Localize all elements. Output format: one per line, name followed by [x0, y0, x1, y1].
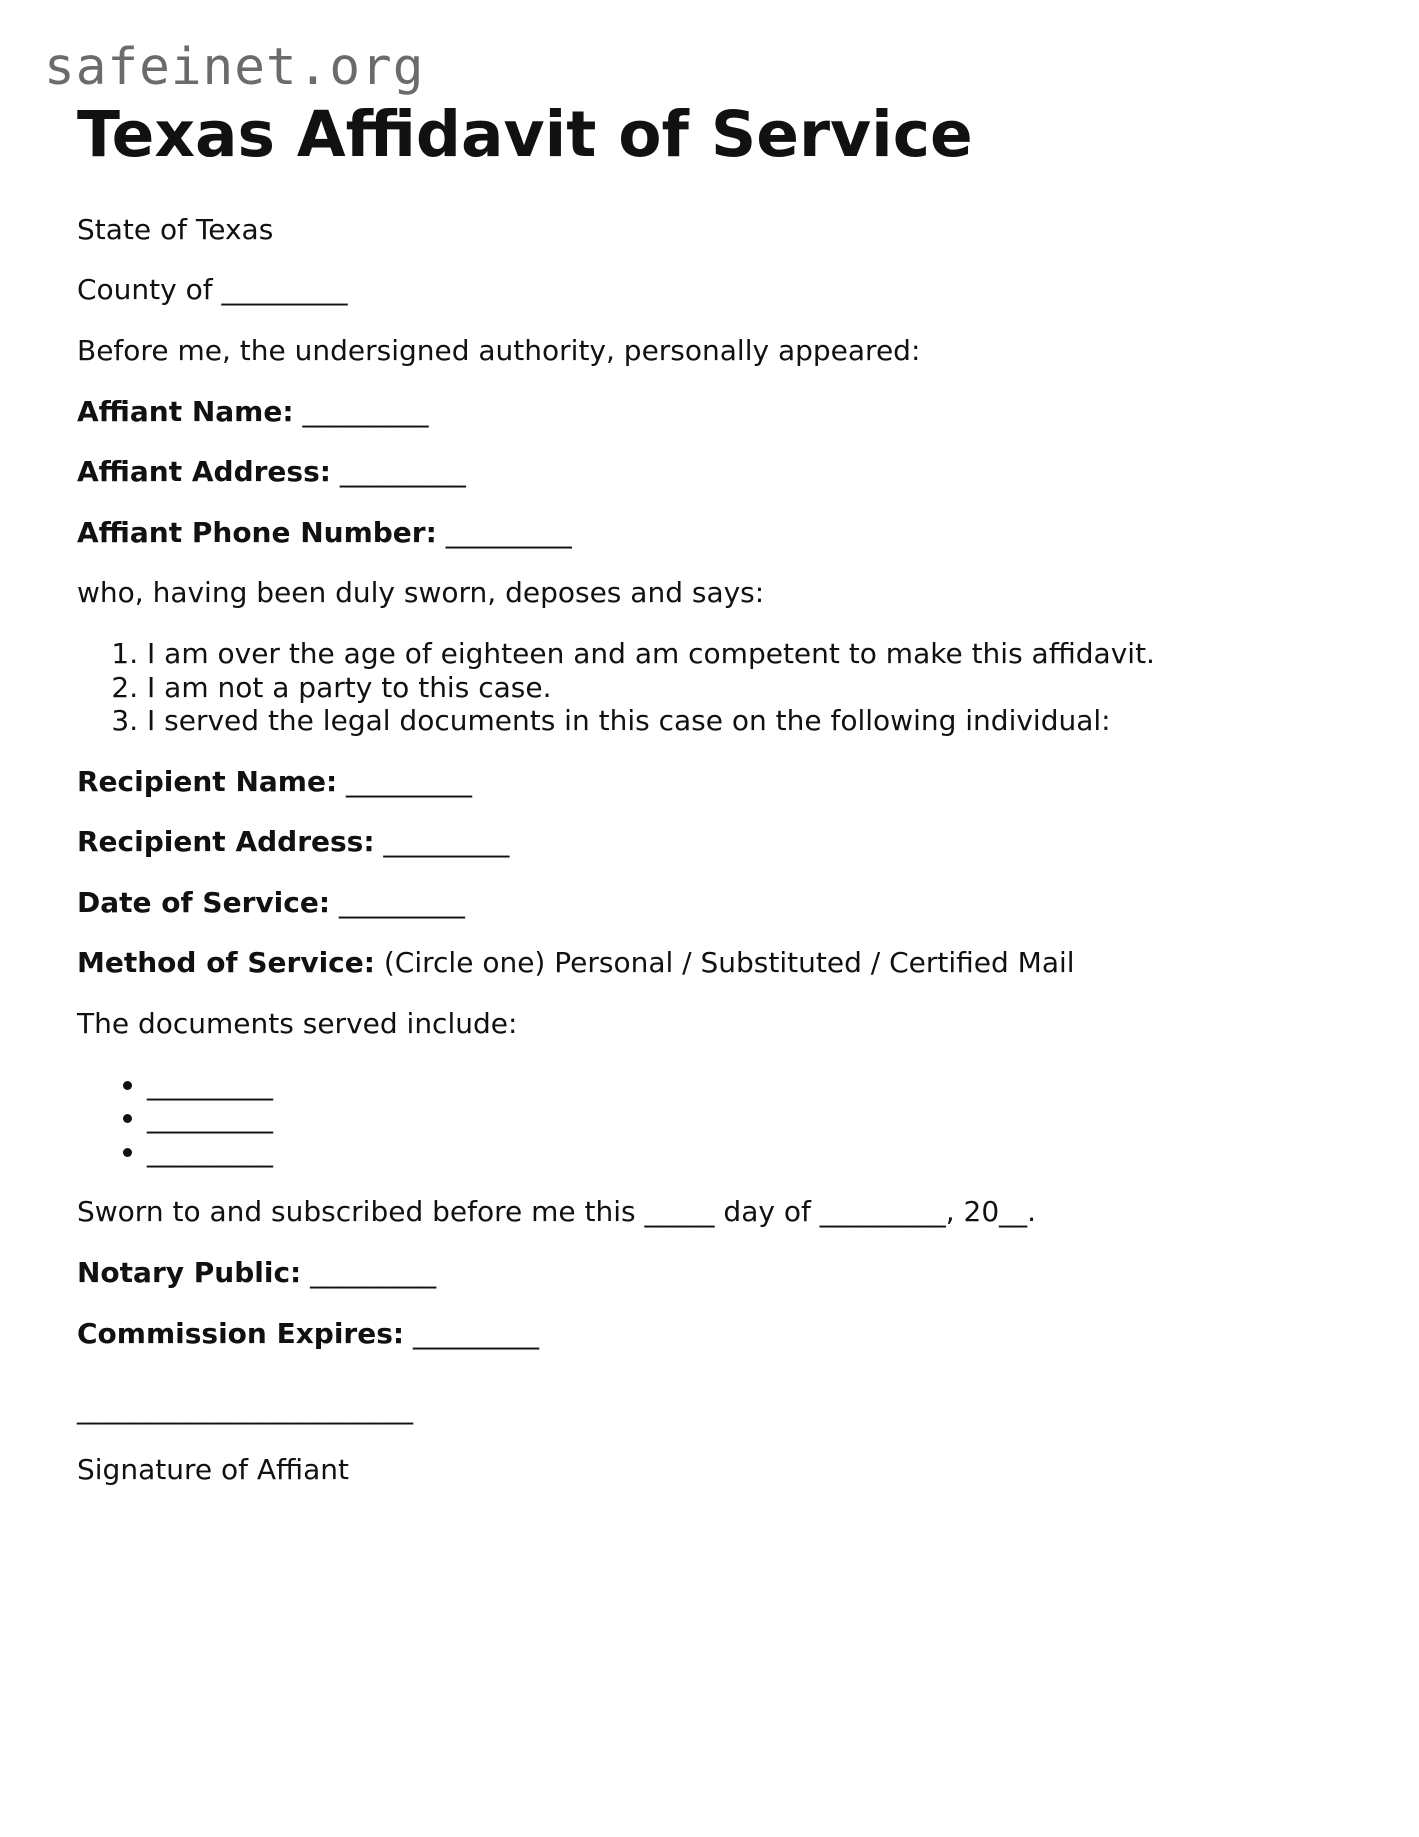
affiant-address-label: Affiant Address: — [77, 455, 331, 489]
state-line: State of Texas — [77, 212, 274, 246]
notary-public-blank: _________ — [301, 1256, 437, 1290]
recipient-address-blank: _________ — [374, 825, 510, 859]
affiant-address-blank: _________ — [330, 455, 466, 489]
document-title: Texas Affidavit of Service — [77, 98, 973, 171]
document-item: • _________ — [147, 1135, 1367, 1169]
affiant-name-blank: _________ — [293, 394, 429, 428]
recipient-name-field — [77, 765, 1367, 799]
sworn-intro: who, having been duly sworn, deposes and says: — [77, 576, 765, 610]
intro-text: Before me, the undersigned authority, personally appeared: — [77, 333, 921, 367]
documents-intro: The documents served include: — [77, 1007, 518, 1041]
county-line: County of _________ — [77, 273, 348, 307]
commission-expires-label: Commission Expires: — [77, 1316, 405, 1350]
affiant-phone-field — [77, 516, 1367, 550]
service-method-field — [77, 946, 1367, 980]
affiant-phone-blank: _________ — [436, 515, 572, 549]
recipient-address-label: Recipient Address: — [77, 825, 375, 859]
statement-item: 3. I served the legal documents in this case on the following individual: — [147, 704, 1367, 738]
service-method-label: Method of Service: — [77, 946, 375, 980]
recipient-name-label: Recipient Name: — [77, 764, 338, 798]
statement-item: 1. I am over the age of eighteen and am competent to make this affidavit. — [147, 637, 1367, 671]
documents-list — [77, 1068, 1367, 1169]
recipient-address-field — [77, 825, 1367, 859]
notary-public-field — [77, 1256, 1367, 1290]
signature-line: ________________________ — [77, 1392, 413, 1426]
watermark: safeinet.org — [44, 38, 425, 97]
affiant-address-field — [77, 455, 1367, 489]
statements-list — [77, 637, 1367, 738]
notary-public-label: Notary Public: — [77, 1256, 302, 1290]
commission-expires-blank: _________ — [404, 1316, 539, 1350]
document-item: • _________ — [147, 1101, 1367, 1135]
service-method-options: (Circle one) Personal / Substituted / Certified Mail — [374, 946, 1075, 980]
signature-caption: Signature of Affiant — [77, 1452, 349, 1486]
document-item: • _________ — [147, 1068, 1367, 1102]
service-date-blank: _________ — [330, 885, 465, 919]
recipient-name-blank: _________ — [337, 764, 473, 798]
affidavit-document — [77, 96, 1367, 1513]
affiant-name-field — [77, 395, 1367, 429]
service-date-label: Date of Service: — [77, 885, 331, 919]
affiant-name-label: Affiant Name: — [77, 394, 294, 428]
commission-expires-field — [77, 1317, 1367, 1351]
affiant-phone-label: Affiant Phone Number: — [77, 515, 437, 549]
service-date-field — [77, 886, 1367, 920]
oath-line: Sworn to and subscribed before me this _____ day of _________, 20__. — [77, 1195, 1037, 1229]
statement-item: 2. I am not a party to this case. — [147, 671, 1367, 705]
